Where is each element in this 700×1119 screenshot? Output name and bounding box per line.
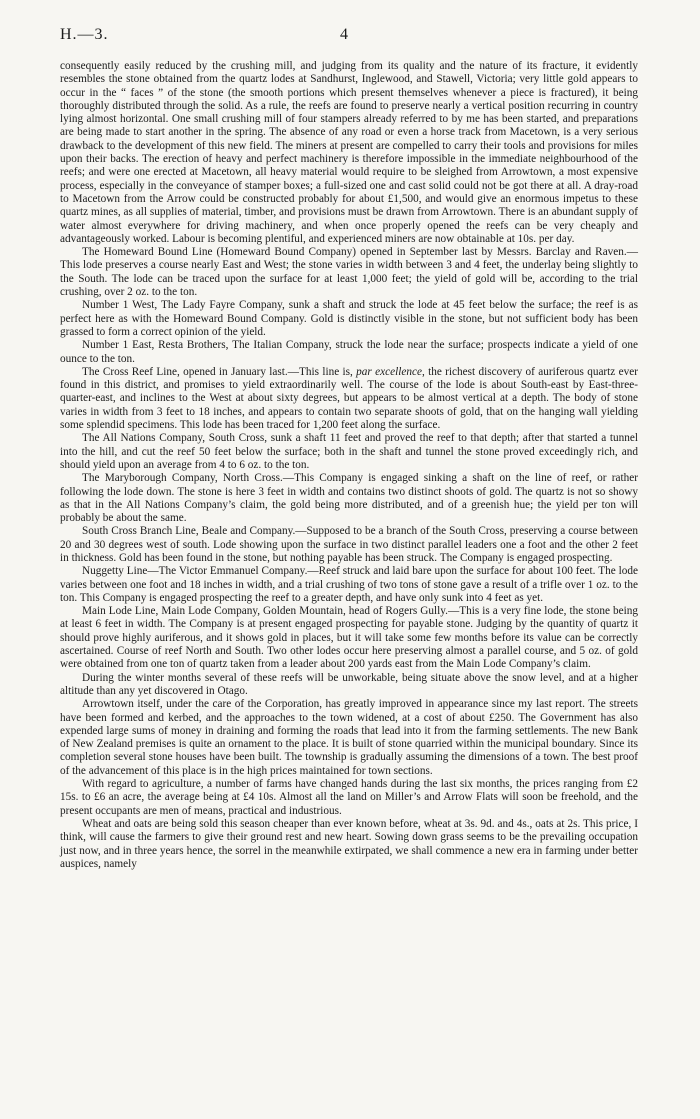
paragraph-south-cross-branch: South Cross Branch Line, Beale and Company.—Supposed to be a branch of the South Cross, preserving a course between 20 and 30 degrees west of south. Lode showing upon the surface in two distinct parallel leaders one a foot and the other 2 feet in thickness. Gold has been found in the stone, but nothing payable has been struck. The Company is engaged prospecting.: [60, 525, 638, 564]
cross-reef-text-start: The Cross Reef Line, opened in January last.—This line is,: [82, 365, 357, 378]
cross-reef-emphasis: par excellence: [356, 365, 422, 378]
cross-reef-text-end: , the richest discovery of auriferous quartz ever found in this district, and promises to yield extraordinarily well. The course of the lode is about South-east by East-three-quarter-east, and inclines to the West at about sixty degrees, but appears to be almost vertical at a depth. The body of stone varies in width from 3 feet to 18 inches, and appears to contain two separate shoots of gold, that on the hanging wall yielding some splendid specimens. This lode has been traced for 1,200 feet along the surface.: [60, 365, 638, 432]
paragraph-nuggetty-line: Nuggetty Line—The Victor Emmanuel Company.—Reef struck and laid bare upon the surface for about 100 feet. The lode varies between one foot and 18 inches in width, and a trial crushing of two tons of stone gave a result of a trifle over 1 oz. to the ton. This Company is engaged prospecting the reef to a greater depth, and have only sunk into 4 feet as yet.: [60, 565, 638, 604]
document-reference: H.—3.: [60, 26, 109, 43]
paragraph-lady-fayre: Number 1 West, The Lady Fayre Company, sunk a shaft and struck the lode at 45 feet below the surface; the reef is as perfect here as with the Homeward Bound Company. Gold is distinctly visible in the stone, but not sufficient body has been grassed to form a correct opinion of the yield.: [60, 299, 638, 338]
paragraph-arrowtown: Arrowtown itself, under the care of the Corporation, has greatly improved in appearance since my last report. The streets have been formed and kerbed, and the approaches to the town widened, at a cost of about £250. The Government has also expended large sums of money in draining and forming the roads that lead into it from the farming settlements. The new Bank of New Zealand premises is quite an ornament to the place. It is built of stone quarried within the municipal boundary. Since its completion several stone houses have been built. The township is gradually assuming the dimensions of a town. The best proof of the advancement of this place is in the high prices maintained for town sections.: [60, 698, 638, 777]
page-header: [60, 26, 638, 60]
page-number: 4: [340, 26, 348, 43]
paragraph-cross-reef: [60, 366, 638, 432]
paragraph-main-lode: Main Lode Line, Main Lode Company, Golden Mountain, head of Rogers Gully.—This is a very fine lode, the stone being at least 6 feet in width. The Company is at present engaged prospecting for payable stone. Judging by the quantity of quartz it should prove highly auriferous, and it shows gold in places, but it will take some few months before its value can be correctly ascertained. Course of reef North and South. Two other lodes occur here preserving almost a parallel course, and 5 oz. of gold were obtained from one ton of quartz taken from a leader about 200 yards east from the Main Lode Company’s claim.: [60, 605, 638, 671]
report-body: [60, 60, 638, 871]
paragraph-all-nations: The All Nations Company, South Cross, sunk a shaft 11 feet and proved the reef to that depth; after that started a tunnel into the hill, and cut the reef 50 feet below the surface; both in the shaft and tunnel the stone proved exceedingly rich, and should yield upon an average from 4 to 6 oz. to the ton.: [60, 432, 638, 471]
paragraph-macetown-reefs: consequently easily reduced by the crushing mill, and judging from its quality and the nature of its fracture, it evidently resembles the stone obtained from the quartz lodes at Sandhurst, Inglewood, and Stawell, Victoria; very little gold appears to occur in the “ faces ” of the stone (the smooth portions which present themselves whenever a piece is fractured), it being thoroughly distributed through the solid. As a rule, the reefs are found to preserve nearly a vertical position recurring in country lying almost horizontal. One small crushing mill of four stampers already referred to by me has been started, and preparations are being made to start another in the spring. The absence of any road or even a horse track from Macetown, is a very serious drawback to the development of this new field. The miners at present are compelled to carry their tools and provisions for miles upon their backs. The erection of heavy and perfect machinery is therefore impossible in the immediate neighbourhood of the reefs; and were one erected at Macetown, all heavy material would require to be sleighed from Arrowtown, a most expensive process, especially in the conveyance of stamper boxes; a full-sized one and cast solid could not be got there at all. A dray-road to Macetown from the Arrow could be constructed probably for about £1,500, and would give an enormous impetus to these quartz mines, as all supplies of material, timber, and provisions must be drawn from Arrowtown. There is an abundant supply of water almost everywhere for driving machinery, and when once properly opened the reefs can be very cheaply and advantageously worked. Labour is becoming plentiful, and experienced miners are now obtainable at 10s. per day.: [60, 60, 638, 245]
paragraph-italian-company: Number 1 East, Resta Brothers, The Italian Company, struck the lode near the surface; prospects indicate a yield of one ounce to the ton.: [60, 339, 638, 365]
paragraph-maryborough: The Maryborough Company, North Cross.—This Company is engaged sinking a shaft on the line of reef, or rather following the lode down. The stone is here 3 feet in width and contains two distinct shoots of gold. The quartz is not so showy as that in the All Nations Company’s claim, the gold being more distributed, and of a greenish hue; the yield per ton will probably be about the same.: [60, 472, 638, 525]
paragraph-winter-months: During the winter months several of these reefs will be unworkable, being situate above the snow level, and at a higher altitude than any yet discovered in Otago.: [60, 671, 638, 697]
paragraph-wheat-oats: Wheat and oats are being sold this season cheaper than ever known before, wheat at 3s. 9d. and 4s., oats at 2s. This price, I think, will cause the farmers to give their ground rest and new heart. Sowing down grass seems to be the prevailing occupation just now, and in three years hence, the sorrel in the meanwhile extirpated, we shall commence a new era in farming under better auspices, namely: [60, 817, 638, 870]
paragraph-agriculture: With regard to agriculture, a number of farms have changed hands during the last six months, the prices ranging from £2 15s. to £6 an acre, the average being at £4 10s. Almost all the land on Miller’s and Arrow Flats will soon be freehold, and the present occupants are men of means, practical and industrious.: [60, 778, 638, 817]
paragraph-homeward-bound: The Homeward Bound Line (Homeward Bound Company) opened in September last by Messrs. Barclay and Raven.—This lode preserves a course nearly East and West; the stone varies in width between 3 and 4 feet, the underlay being slightly to the South. The lode can be traced upon the surface for at least 1,000 feet; the yield of gold will be, according to the trial crushing, over 2 oz. to the ton.: [60, 246, 638, 299]
